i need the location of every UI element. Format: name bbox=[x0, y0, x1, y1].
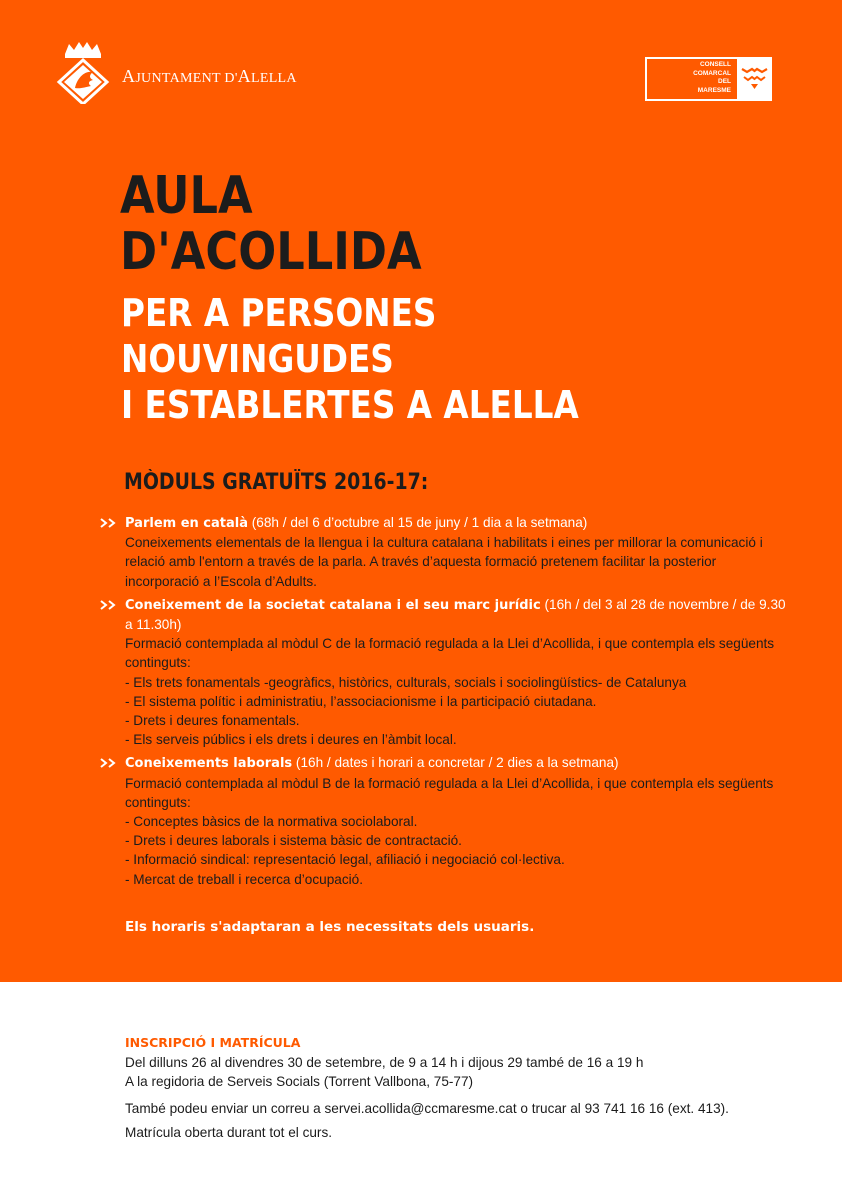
module-heading bbox=[125, 513, 789, 533]
list-item: - Conceptes bàsics de la normativa sociolaboral. bbox=[125, 814, 418, 830]
module-description: Formació contemplada al mòdul C de la formació regulada a la Llei d’Acollida, i que contempla els següents continguts: bbox=[125, 636, 775, 671]
module-details: (68h / del 6 d’octubre al 15 de juny / 1 dia a la setmana) bbox=[248, 515, 588, 530]
ccmaresme-wave-icon bbox=[741, 67, 768, 91]
schedule-note: Els horaris s'adaptaran a les necessitats dels usuaris. bbox=[125, 919, 535, 935]
module-name: Coneixements laborals bbox=[125, 756, 293, 772]
logo-right-text: CONSELL COMARCAL DEL MARESME bbox=[693, 61, 731, 94]
module-name: Parlem en català bbox=[125, 516, 248, 531]
list-item: - Drets i deures fonamentals. bbox=[125, 713, 300, 729]
double-chevron-icon bbox=[99, 598, 119, 612]
page-subtitle: PER A PERSONES NOUVINGUDES I ESTABLERTES A ALELLA bbox=[121, 291, 579, 427]
enrollment-open: Matrícula oberta durant tot el curs. bbox=[125, 1125, 333, 1140]
logo-left-name: AJUNTAMENT D'ALELLA bbox=[122, 66, 297, 86]
module-item bbox=[99, 513, 789, 591]
page-title: AULA D'ACOLLIDA bbox=[120, 166, 422, 282]
list-item: - Mercat de treball i recerca d’ocupació. bbox=[125, 871, 363, 887]
module-description: Coneixements elementals de la llengua i la cultura catalana i habilitats i eines per millorar la comunicació i relació amb l'entorn a través de la parla. A través d’aquesta formació pretenem facilitar la posterior incorporació a l’Escola d’Adults. bbox=[125, 535, 763, 589]
module-details: (16h / del 3 al 28 de novembre / de 9.30 a 11.30h) bbox=[125, 596, 786, 633]
double-chevron-icon bbox=[99, 516, 119, 530]
module-contents bbox=[125, 673, 789, 750]
enrollment-contact: També podeu enviar un correu a servei.acollida@ccmaresme.cat o trucar al 93 741 16 16 (ext. 413). bbox=[125, 1100, 729, 1116]
enrollment-heading: INSCRIPCIÓ I MATRÍCULA bbox=[125, 1035, 301, 1050]
ajuntament-crest-icon bbox=[55, 40, 111, 104]
module-item bbox=[99, 753, 789, 888]
list-item: - El sistema polític i administratiu, l’associacionisme i la participació ciutadana. bbox=[125, 693, 597, 709]
double-chevron-icon bbox=[99, 756, 119, 770]
enrollment-info bbox=[125, 1033, 815, 1143]
enrollment-location: A la regidoria de Serveis Socials (Torrent Vallbona, 75-77) bbox=[125, 1074, 474, 1089]
module-description: Formació contemplada al mòdul B de la formació regulada a la Llei d’Acollida, i que contempla els següents continguts: bbox=[125, 775, 774, 810]
list-item: - Els trets fonamentals -geogràfics, històrics, culturals, socials i sociolingüístics- de Catalunya bbox=[125, 674, 687, 690]
module-item bbox=[99, 595, 789, 750]
module-details: (16h / dates i horari a concretar / 2 dies a la setmana) bbox=[292, 755, 619, 771]
list-item: - Els serveis públics i els drets i deures en l’àmbit local. bbox=[125, 732, 457, 748]
logo-right-badge bbox=[737, 59, 772, 99]
module-contents bbox=[125, 812, 789, 889]
logo-right bbox=[645, 57, 772, 101]
module-heading bbox=[125, 595, 789, 634]
list-item: - Drets i deures laborals i sistema bàsic de contractació. bbox=[125, 833, 462, 849]
enrollment-dates: Del dilluns 26 al divendres 30 de setembre, de 9 a 14 h i dijous 29 també de 16 a 19 h bbox=[125, 1054, 644, 1070]
list-item: - Informació sindical: representació legal, afiliació i negociació col·lectiva. bbox=[125, 852, 565, 868]
module-name: Coneixement de la societat catalana i el seu marc jurídic bbox=[125, 597, 541, 613]
modules-heading: MÒDULS GRATUÏTS 2016-17: bbox=[124, 470, 429, 495]
module-heading bbox=[125, 753, 789, 773]
modules-list bbox=[99, 513, 789, 889]
